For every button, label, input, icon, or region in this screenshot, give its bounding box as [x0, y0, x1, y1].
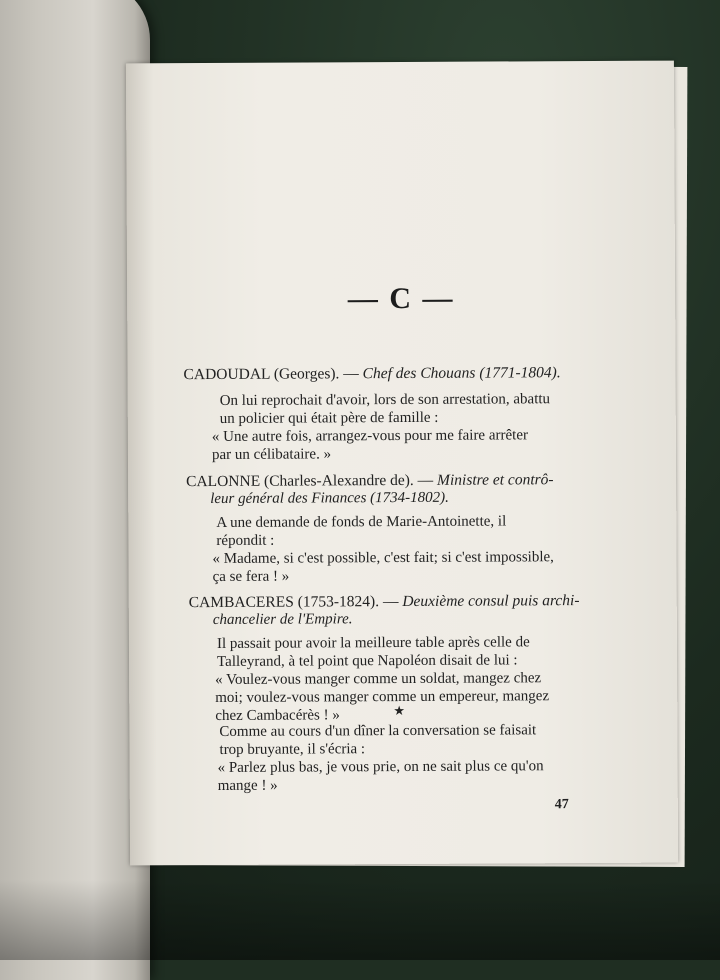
book-page	[126, 61, 678, 866]
bottom-shadow	[0, 880, 720, 960]
quote-line: par un célibataire. »	[211, 446, 332, 463]
quote-line: Talleyrand, à tel point que Napoléon disait de lui :	[216, 652, 518, 670]
quote-line: « Voulez-vous manger comme un soldat, mangez chez	[215, 670, 542, 688]
quote-line: « Une autre fois, arrangez-vous pour me faire arrêter	[211, 427, 528, 445]
quote-line: Comme au cours d'un dîner la conversation se faisait	[219, 722, 537, 740]
entry-dash: —	[379, 593, 403, 611]
quote-line: répondit :	[216, 532, 275, 549]
entry-title-line: Deuxième consul puis archi-	[402, 592, 580, 611]
entry-heading-cambaceres	[189, 592, 580, 612]
quote-line: A une demande de fonds de Marie-Antoinette, il	[216, 513, 507, 531]
quote-line: moi; voulez-vous manger comme un empereur, mangez	[215, 688, 550, 706]
entry-dash: —	[339, 365, 363, 383]
quote-line: mange ! »	[217, 777, 278, 794]
entry-name: CADOUDAL (Georges).	[183, 365, 340, 384]
entry-title-line: leur général des Finances (1734-1802).	[210, 489, 449, 508]
entry-title-line: Ministre et contrô-	[436, 471, 554, 489]
entry-title-line: chancelier de l'Empire.	[212, 611, 353, 628]
section-letter-heading: — C —	[347, 281, 455, 316]
entry-heading-calonne	[186, 471, 554, 491]
quote-line: trop bruyante, il s'écria :	[219, 741, 366, 758]
quote-line: un policier qui était père de famille :	[219, 409, 439, 427]
page-number: 47	[554, 797, 569, 813]
quote-line: « Parlez plus bas, je vous prie, on ne sait plus ce qu'on	[217, 758, 544, 776]
entry-heading-cadoudal	[183, 364, 560, 384]
quote-line: Il passait pour avoir la meilleure table après celle de	[216, 634, 530, 652]
entry-name: CAMBACERES (1753-1824).	[188, 593, 380, 612]
quote-line: chez Cambacérès ! »	[215, 707, 340, 724]
entry-title-line: Chef des Chouans (1771-1804).	[362, 364, 561, 383]
quote-line: ça se fera ! »	[212, 568, 290, 585]
quote-line: « Madame, si c'est possible, c'est fait; si c'est impossible,	[212, 549, 554, 567]
separator-star-icon: ★	[393, 702, 405, 719]
entry-name: CALONNE (Charles-Alexandre de).	[186, 471, 414, 491]
quote-line: On lui reprochait d'avoir, lors de son arrestation, abattu	[219, 391, 551, 409]
entry-dash: —	[413, 471, 438, 489]
